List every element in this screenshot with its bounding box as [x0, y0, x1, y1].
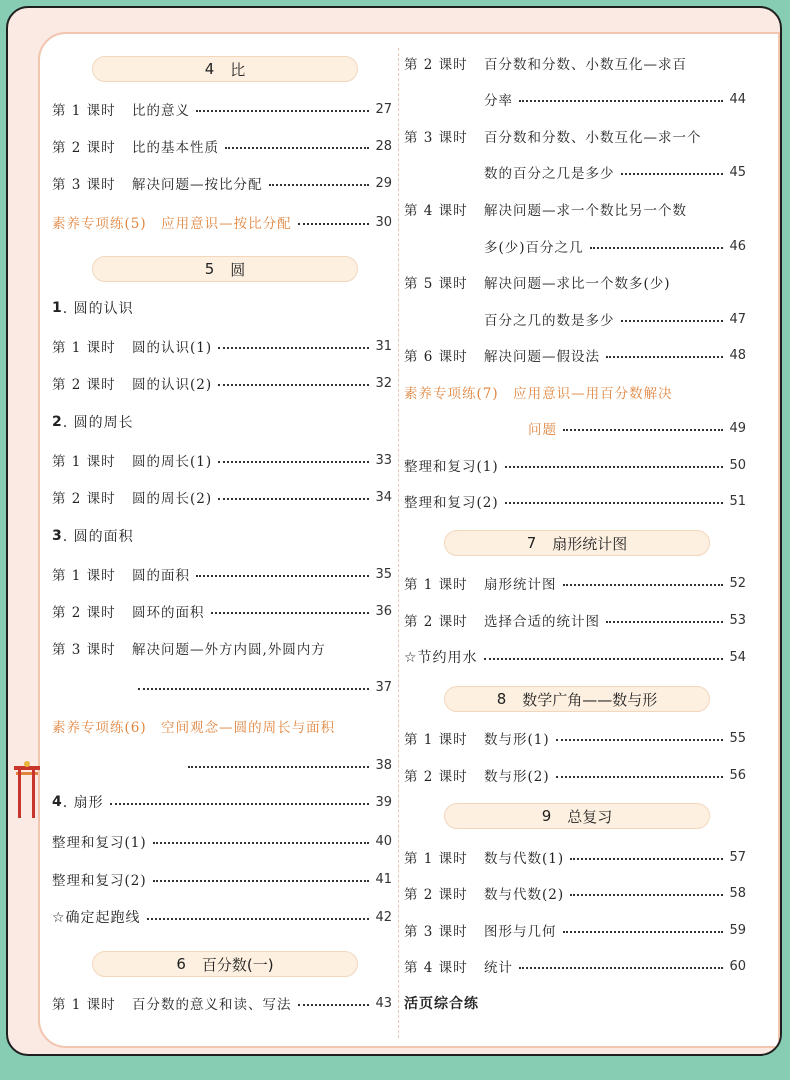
toc-entry[interactable]: 第 2 课时 圆环的面积 36: [52, 603, 392, 621]
toc-entry-line1[interactable]: 第 4 课时 解决问题—求一个数比另一个数: [404, 203, 687, 219]
column-divider: [398, 48, 399, 1038]
review-entry[interactable]: 整理和复习(1) 50: [404, 457, 746, 475]
gate-decoration-icon: [12, 760, 42, 820]
activity-entry[interactable]: ☆确定起跑线 42: [52, 909, 392, 926]
chapter-7-header: 7 扇形统计图: [444, 530, 710, 556]
toc-entry-line1[interactable]: 第 2 课时 百分数和分数、小数互化—求百: [404, 57, 687, 73]
toc-entry[interactable]: 第 2 课时 比的基本性质 28: [52, 138, 392, 156]
chapter-5-header: 5 圆: [92, 256, 358, 282]
chapter-9-header: 9 总复习: [444, 803, 710, 829]
toc-entry[interactable]: 第 4 课时 统计 60: [404, 958, 746, 976]
practice-entry-line2[interactable]: 38: [52, 754, 392, 776]
toc-entry-line2[interactable]: 分率 44: [484, 91, 746, 109]
section-heading: 2 . 圆的周长: [52, 414, 134, 431]
toc-entry-line2[interactable]: 百分之几的数是多少 47: [484, 311, 746, 329]
toc-entry-line2[interactable]: 多(少)百分之几 46: [484, 238, 746, 256]
toc-entry[interactable]: 第 1 课时 数与形(1) 55: [404, 730, 746, 748]
toc-entry[interactable]: 第 3 课时 解决问题—按比分配 29: [52, 175, 392, 193]
toc-entry[interactable]: 第 3 课时 图形与几何 59: [404, 922, 746, 940]
chapter-4-header: 4 比: [92, 56, 358, 82]
toc-entry[interactable]: 第 1 课时 比的意义 27: [52, 101, 392, 119]
practice-entry[interactable]: 素养专项练(5) 应用意识—按比分配 30: [52, 214, 392, 232]
chapter-6-header: 6 百分数(一): [92, 951, 358, 977]
toc-entry[interactable]: 第 1 课时 数与代数(1) 57: [404, 849, 746, 867]
toc-entry[interactable]: 第 6 课时 解决问题—假设法 48: [404, 347, 746, 365]
toc-entry[interactable]: 第 2 课时 数与形(2) 56: [404, 767, 746, 785]
practice-entry-line1[interactable]: 素养专项练(6) 空间观念—圆的周长与面积: [52, 720, 336, 736]
section-heading: 3 . 圆的面积: [52, 528, 134, 545]
practice-entry-line1[interactable]: 素养专项练(7) 应用意识—用百分数解决: [404, 386, 673, 402]
toc-entry[interactable]: 第 1 课时 圆的面积 35: [52, 566, 392, 584]
toc-entry-line1[interactable]: 第 3 课时 解决问题—外方内圆,外圆内方: [52, 642, 326, 658]
page-frame: [6, 6, 782, 1056]
toc-entry-line1[interactable]: 第 3 课时 百分数和分数、小数互化—求一个: [404, 130, 702, 146]
section-heading: 1 . 圆的认识: [52, 300, 134, 317]
review-entry[interactable]: 整理和复习(2) 41: [52, 871, 392, 889]
toc-entry[interactable]: 第 1 课时 圆的认识(1) 31: [52, 338, 392, 356]
toc-entry-line2[interactable]: 数的百分之几是多少 45: [484, 164, 746, 182]
toc-entry[interactable]: 第 1 课时 百分数的意义和读、写法 43: [52, 995, 392, 1013]
review-entry[interactable]: 整理和复习(1) 40: [52, 833, 392, 851]
chapter-8-header: 8 数学广角——数与形: [444, 686, 710, 712]
practice-entry-line2[interactable]: 问题 49: [528, 420, 746, 438]
worksheet-entry[interactable]: 活页综合练: [404, 996, 479, 1012]
toc-entry[interactable]: 第 2 课时 圆的认识(2) 32: [52, 375, 392, 393]
activity-entry[interactable]: ☆节约用水 54: [404, 649, 746, 666]
toc-entry-line1[interactable]: 第 5 课时 解决问题—求比一个数多(少): [404, 276, 671, 292]
section-heading[interactable]: 4 . 扇形 39: [52, 794, 392, 811]
toc-entry[interactable]: 第 2 课时 选择合适的统计图 53: [404, 612, 746, 630]
toc-entry[interactable]: 第 1 课时 圆的周长(1) 33: [52, 452, 392, 470]
toc-entry-line2[interactable]: 37: [52, 676, 392, 698]
toc-entry[interactable]: 第 2 课时 数与代数(2) 58: [404, 885, 746, 903]
toc-entry[interactable]: 第 2 课时 圆的周长(2) 34: [52, 489, 392, 507]
toc-entry[interactable]: 第 1 课时 扇形统计图 52: [404, 575, 746, 593]
review-entry[interactable]: 整理和复习(2) 51: [404, 493, 746, 511]
